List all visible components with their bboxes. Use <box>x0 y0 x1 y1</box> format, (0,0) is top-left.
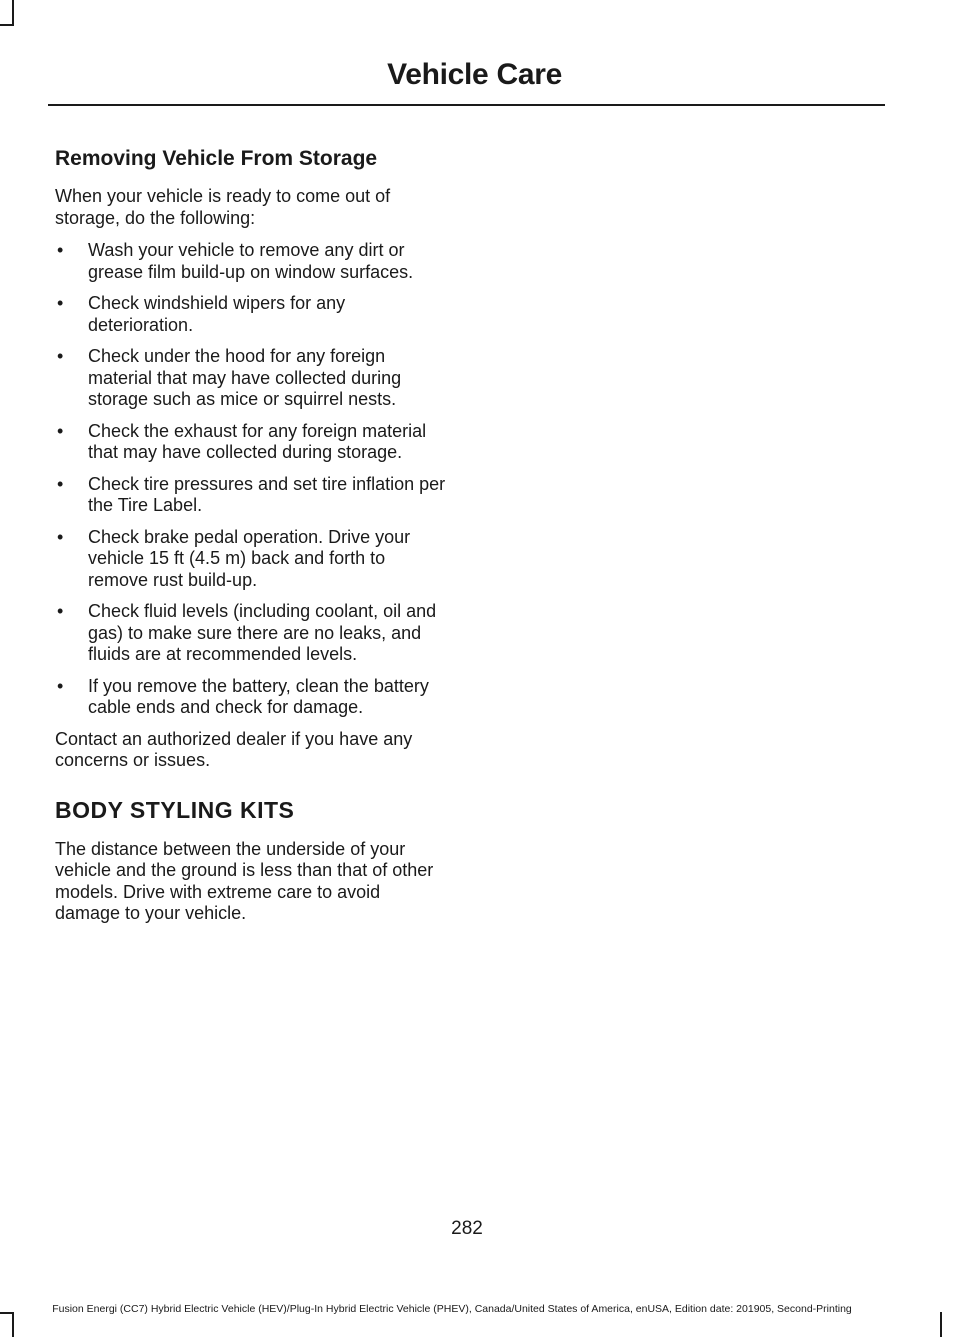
list-item: • Wash your vehicle to remove any dirt or grease film build-up on window surfaces. <box>57 240 414 282</box>
section-heading-removing-storage: Removing Vehicle From Storage <box>55 147 378 170</box>
crop-mark-top-left-h <box>0 24 14 26</box>
crop-mark-bottom-right-v <box>940 1312 942 1337</box>
page-number: 282 <box>451 1218 483 1239</box>
section-heading-body-styling-kits: BODY STYLING KITS <box>55 796 295 823</box>
list-item: • Check tire pressures and set tire inflation per the Tire Label. <box>57 473 446 515</box>
header-rule <box>48 104 885 106</box>
storage-checklist <box>55 240 450 719</box>
intro-paragraph: When your vehicle is ready to come out of storage, do the following: <box>55 186 391 228</box>
main-column <box>55 144 450 936</box>
body-styling-paragraph: The distance between the underside of your vehicle and the ground is less than that of other models. Drive with extreme care to avoid damage to your vehicle. <box>55 838 434 923</box>
outro-paragraph: Contact an authorized dealer if you have any concerns or issues. <box>55 728 413 770</box>
list-item: • If you remove the battery, clean the battery cable ends and check for damage. <box>57 675 429 717</box>
crop-mark-top-left-v <box>12 0 14 24</box>
list-item: • Check windshield wipers for any deterioration. <box>57 293 346 335</box>
crop-mark-bottom-left-v <box>12 1312 14 1337</box>
page-header-title: Vehicle Care <box>387 58 562 91</box>
list-item: • Check fluid levels (including coolant, oil and gas) to make sure there are no leaks, and fluids are at recommended levels. <box>57 601 437 664</box>
footer-edition-info: Fusion Energi (CC7) Hybrid Electric Vehicle (HEV)/Plug-In Hybrid Electric Vehicle (PHEV), Canada/United States of America, enUSA, Edition date: 201905, Second-Printing <box>52 1303 852 1315</box>
list-item: • Check under the hood for any foreign material that may have collected during storage such as mice or squirrel nests. <box>57 346 402 409</box>
list-item: • Check the exhaust for any foreign material that may have collected during storage. <box>57 420 427 462</box>
list-item: • Check brake pedal operation. Drive your vehicle 15 ft (4.5 m) back and forth to remove rust build-up. <box>57 526 411 590</box>
